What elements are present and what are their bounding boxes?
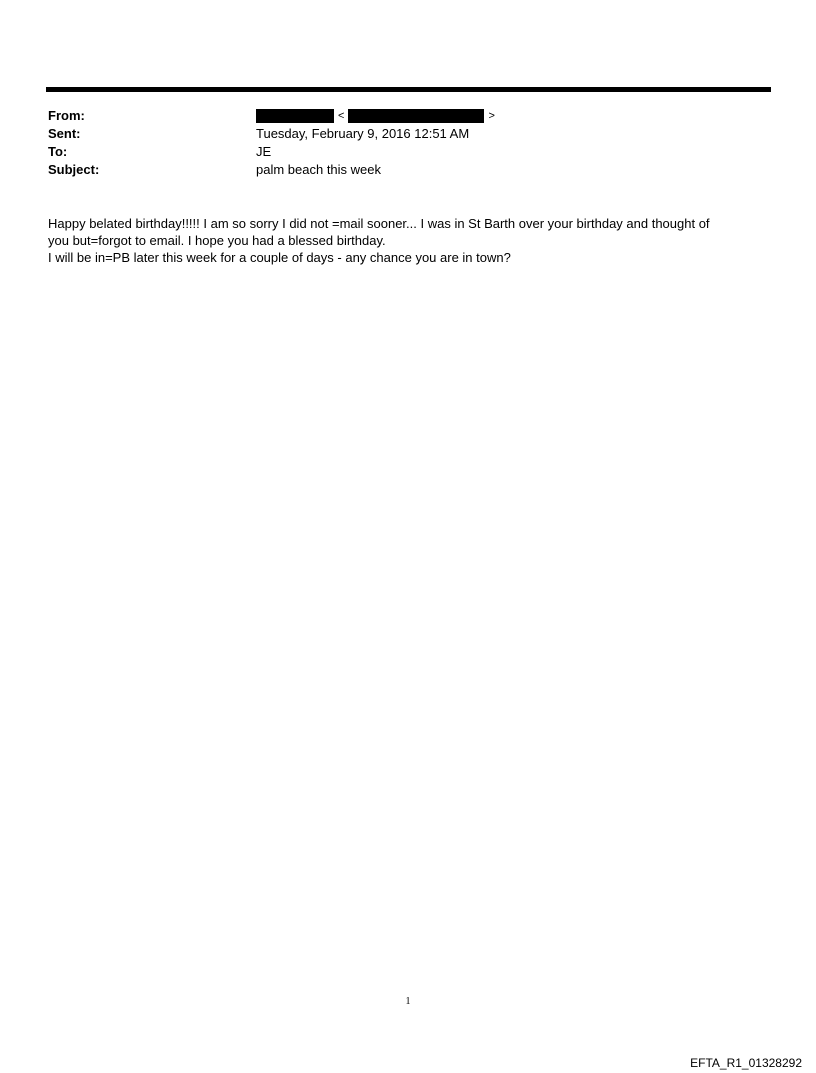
header-divider bbox=[46, 87, 771, 92]
to-value: JE bbox=[256, 144, 272, 159]
email-header bbox=[48, 107, 748, 179]
body-line-1: Happy belated birthday!!!!! I am so sorry I did not =mail sooner... I was in St Barth over your birthday and thought of bbox=[48, 216, 710, 231]
from-row bbox=[48, 107, 748, 125]
from-label: From: bbox=[48, 108, 85, 123]
page-number: 1 bbox=[405, 996, 411, 1007]
sent-row bbox=[48, 125, 748, 143]
document-id: EFTA_R1_01328292 bbox=[690, 1056, 802, 1070]
from-open-bracket: < bbox=[338, 110, 345, 122]
redacted-sender-email bbox=[348, 109, 484, 123]
redacted-sender-name bbox=[256, 109, 334, 123]
subject-row bbox=[48, 161, 748, 179]
subject-label: Subject: bbox=[48, 162, 100, 177]
from-value bbox=[256, 107, 748, 125]
sent-label: Sent: bbox=[48, 126, 81, 141]
sent-value: Tuesday, February 9, 2016 12:51 AM bbox=[256, 126, 470, 141]
body-line-2: you but=forgot to email. I hope you had a blessed birthday. bbox=[48, 233, 386, 248]
to-row bbox=[48, 143, 748, 161]
email-body bbox=[48, 215, 768, 266]
from-close-bracket: > bbox=[488, 110, 495, 122]
to-label: To: bbox=[48, 144, 68, 159]
subject-value: palm beach this week bbox=[256, 162, 382, 177]
body-line-3: I will be in=PB later this week for a couple of days - any chance you are in town? bbox=[48, 250, 511, 265]
